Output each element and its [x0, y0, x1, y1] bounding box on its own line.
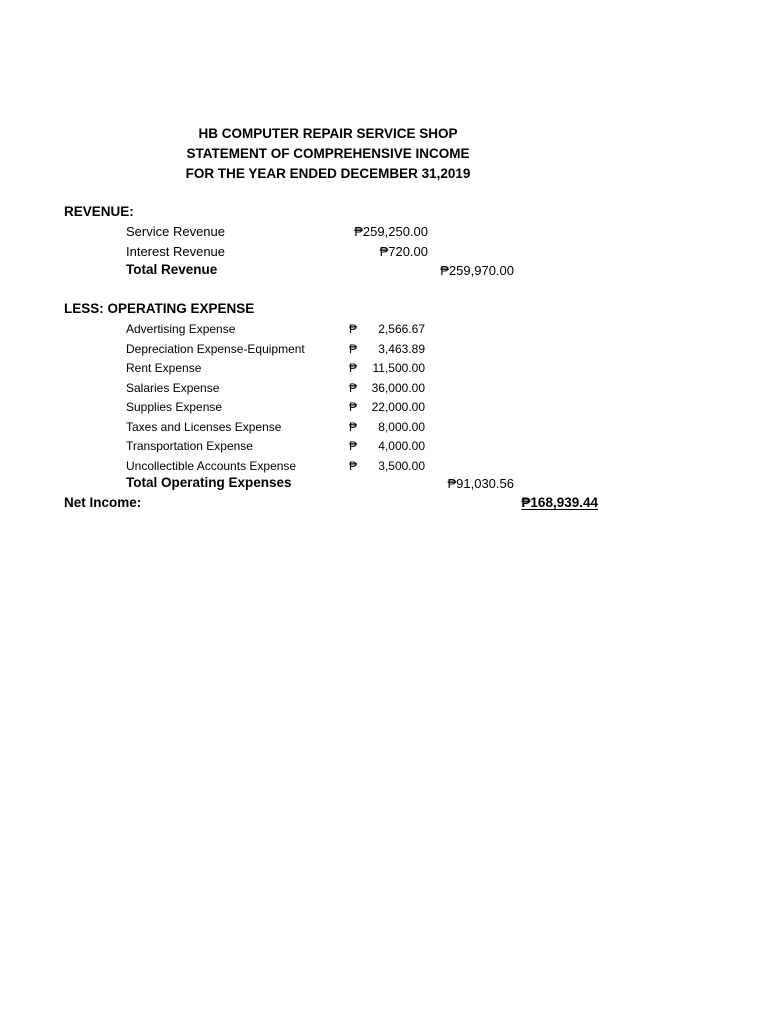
revenue-item-amount: ₱259,250.00: [354, 224, 428, 239]
statement-title: STATEMENT OF COMPREHENSIVE INCOME: [186, 146, 470, 161]
expense-currency-symbol: ₱: [349, 361, 358, 375]
expense-item-amount: 4,000.00: [378, 439, 425, 453]
expense-currency-symbol: ₱: [349, 420, 358, 434]
expense-currency-symbol: ₱: [349, 322, 358, 336]
expense-currency-symbol: ₱: [349, 459, 358, 473]
expense-item-amount: 22,000.00: [371, 400, 425, 414]
revenue-item-label: Interest Revenue: [126, 244, 226, 259]
expense-currency-symbol: ₱: [349, 400, 358, 414]
total-revenue-label: Total Revenue: [126, 262, 218, 277]
expense-item-label: Transportation Expense: [126, 439, 253, 453]
net-income-amount: ₱168,939.44: [521, 495, 598, 510]
expense-item-label: Advertising Expense: [126, 322, 236, 336]
expense-currency-symbol: ₱: [349, 342, 358, 356]
expense-currency-symbol: ₱: [349, 381, 358, 395]
total-revenue-amount: ₱259,970.00: [440, 263, 514, 278]
company-name: HB COMPUTER REPAIR SERVICE SHOP: [198, 126, 458, 141]
revenue-heading: REVENUE:: [64, 204, 134, 219]
revenue-item-label: Service Revenue: [126, 224, 225, 239]
expense-item-amount: 3,463.89: [378, 342, 425, 356]
total-expenses-amount: ₱91,030.56: [447, 476, 514, 491]
expense-item-label: Rent Expense: [126, 361, 202, 375]
total-expenses-label: Total Operating Expenses: [126, 475, 292, 490]
expense-item-amount: 8,000.00: [378, 420, 425, 434]
net-income-label: Net Income:: [64, 495, 142, 510]
expense-item-label: Supplies Expense: [126, 400, 223, 414]
expense-item-amount: 36,000.00: [371, 381, 425, 395]
statement-period: FOR THE YEAR ENDED DECEMBER 31,2019: [185, 166, 471, 181]
revenue-item-amount: ₱720.00: [379, 244, 428, 259]
expense-item-amount: 3,500.00: [378, 459, 425, 473]
expense-item-amount: 2,566.67: [378, 322, 425, 336]
expense-currency-symbol: ₱: [349, 439, 358, 453]
expense-item-label: Depreciation Expense-Equipment: [126, 342, 305, 356]
expense-item-amount: 11,500.00: [372, 361, 425, 375]
expense-item-label: Uncollectible Accounts Expense: [126, 459, 297, 473]
operating-expense-heading: LESS: OPERATING EXPENSE: [64, 301, 255, 316]
expense-item-label: Salaries Expense: [126, 381, 220, 395]
expense-item-label: Taxes and Licenses Expense: [126, 420, 282, 434]
